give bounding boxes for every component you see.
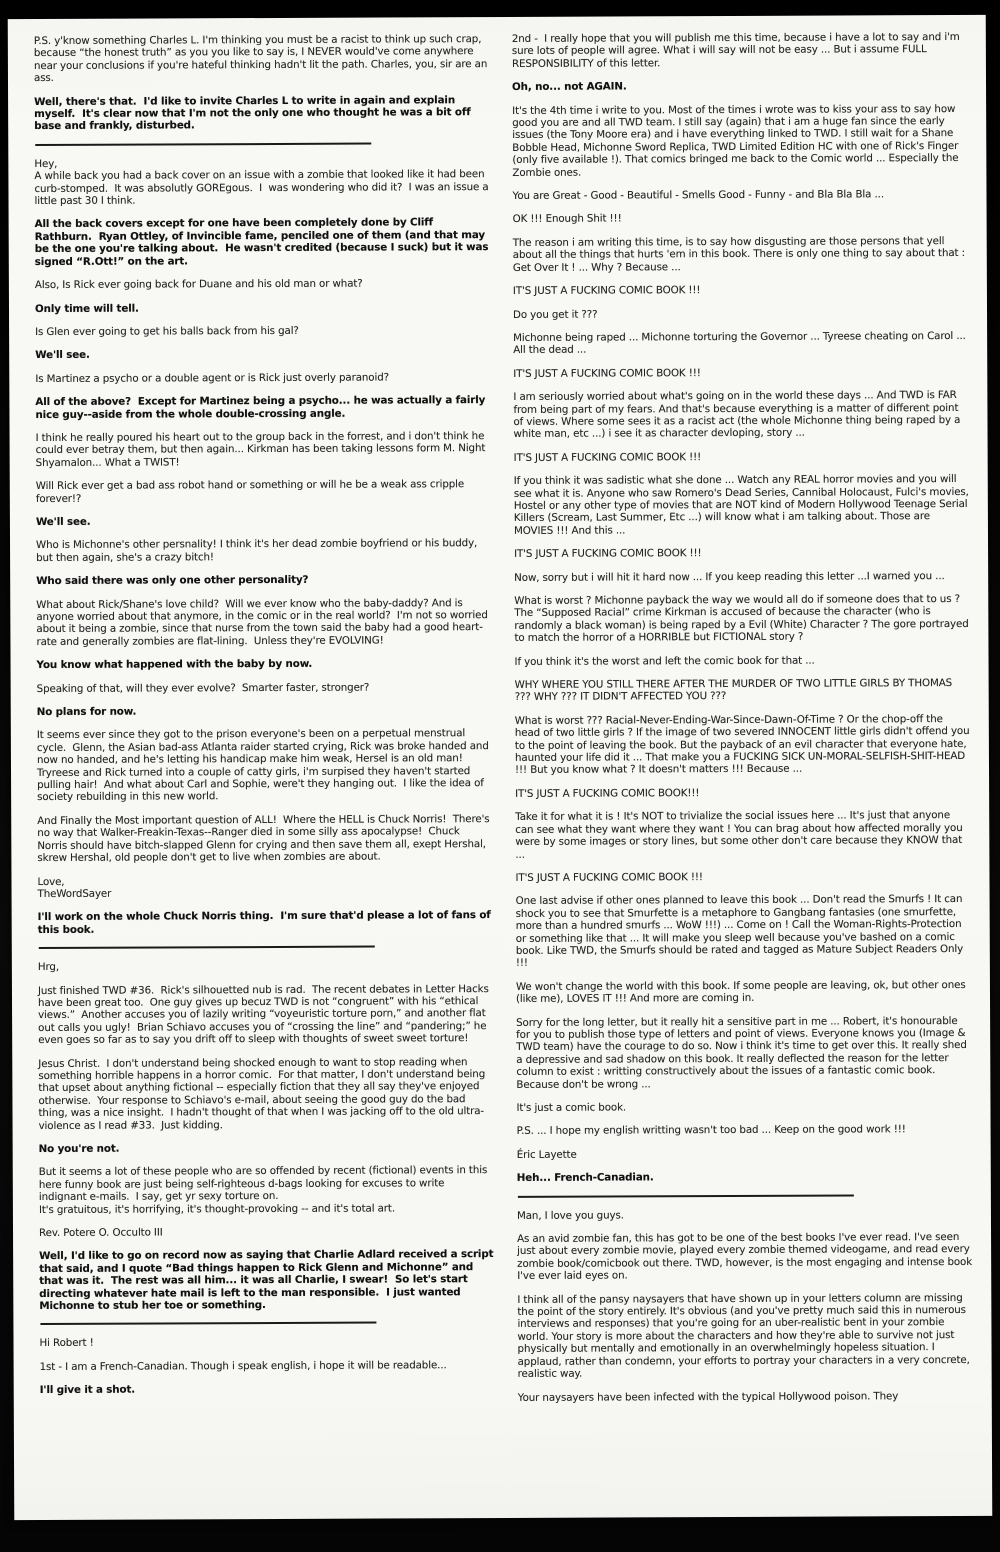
letter-paragraph: Speaking of that, will they ever evolve? Smarter faster, stronger? [36, 681, 370, 695]
letter-paragraph: IT'S JUST A FUCKING COMIC BOOK !!! [513, 450, 702, 464]
letter-paragraph: 1st - I am a French-Canadian. Though i speak english, i hope it will be readable... [39, 1359, 447, 1373]
letter-paragraph: If you think it was sadistic what she done ... Watch any REAL horror movies and you will see what it is. Anyone who saw Romero's Dead Series, Cannibal Holocaust, Fulci's movies, Hostel or any other type of movies that are NOT kind of Modern Hollywood Teenage Serial Killers (Scream, Last Summer, Etc ...) will know what i am talking about. Those are MOVIES !!! And this ... [513, 473, 972, 537]
letter-paragraph: Hi Robert ! [39, 1337, 94, 1350]
letter-paragraph: As an avid zombie fan, this has got to be one of the best books I've ever read. I've seen just about every zombie movie, played every zombie themed videogame, and read every zombie book/comicbook out there. TWD, however, is the most engaging and intense book I've ever laid eyes on. [517, 1231, 976, 1283]
letter-paragraph: Also, Is Rick ever going back for Duane and his old man or what? [34, 277, 363, 292]
editor-reply-paragraph: Oh, no... not AGAIN. [512, 80, 627, 94]
letter-paragraph: I think he really poured his heart out to the group back in the forrest, and i don't think he could ever betray them, but then again... Kirkman has been taking lessons form M. Night Shyamalon... What a TWIST! [35, 429, 489, 469]
letter-paragraph: One last advise if other ones planned to leave this book ... Don't read the Smurfs ! It can shock you to see that Smurfette is a metaphore to Gangbang fantasies (one smurfette, more than a hundred smurfs ... WoW !!!) ... Come on ! Call the Woman-Rights-Protection or something like that ... It will make you sleep well because you've bashed on a comic book. Like TWD, the Smurfs should be rated and tagged as Mature Subject Readers Only !!! [515, 893, 967, 970]
letter-paragraph: Sorry for the long letter, but it really hit a sensitive part in me ... Robert, it's honourable for you to publish those type of letters and point of views. Everyone knows you (Image & TWD team) have the courage to do so. Now i think it's time to get over this. It really shed a depressive and sad shadow on this book. It really deflected the reason for the letter column to exist : writting constructively about the issues of a fantastic comic book. Because don't be wrong ... [516, 1014, 970, 1091]
letter-paragraph: What about Rick/Shane's love child? Will we ever know who the baby-daddy? And is anyone worried about that anymore, in the comic or in the real world? I'm not so worried about it being a zombie, since that nurse from the town said the baby had a good heart-rate and generally zombies are flat-lining. Unless they're EVOLVING! [36, 596, 491, 648]
letter-paragraph: IT'S JUST A FUCKING COMIC BOOK!!! [515, 787, 700, 800]
letter-paragraph: P.S. y'know something Charles L. I'm thinking you must be a racist to think up such crap, because “the honest truth” as you you like to say is, I NEVER would've come anywhere near your conclusions if you're hateful thinking hadn't lit the path. Charles, you, sir are an ass. [33, 33, 491, 85]
editor-reply-paragraph: I'll give it a shot. [39, 1383, 136, 1397]
letter-paragraph: I am seriously worried about what's going on in the world these days ... And TWD is FAR from being part of my fears. And that's because everything is a matter of different point of views. Where some sees it as a racist act (the whole Michonne thing being raped by a white man, etc ...) i see it as character devloping, story ... [513, 389, 964, 441]
letter-paragraph: Is Martinez a psycho or a double agent or is Rick just overly paranoid? [35, 371, 390, 385]
letter-paragraph: What is worst ??? Racial-Never-Ending-War-Since-Dawn-Of-Time ? Or the chop-off the head of two little girls ? If the image of two severed INNOCENT little girls didn't offend you to the point of leaving the book. But the payback of an evil character that everyone hate, haunted your life did it ... That make you a FUCKING SICK UN-MORAL-SELFISH-SHIT-HEAD !!! But you know what ? It doesn't matters !!! Because ... [514, 712, 973, 777]
editor-reply-paragraph: No you're not. [38, 1142, 120, 1156]
letter-paragraph: WHY WHERE YOU STILL THERE AFTER THE MURDER OF TWO LITTLE GIRLS BY THOMAS ??? WHY ??? IT DIDN'T AFFECTED YOU ??? [514, 677, 956, 704]
editor-reply-paragraph: I'll work on the whole Chuck Norris thing. I'm sure that'd please a lot of fans of this book. [37, 909, 495, 936]
letter-paragraph: It's just a comic book. [516, 1101, 627, 1114]
letter-paragraph: Love, TheWordSayer [37, 875, 112, 900]
editor-reply-paragraph: All the back covers except for one have been completely done by Cliff Rathburn. Ryan Ottley, of Invincible fame, penciled one of them (and that may be the one you're talking about. He wasn't credited (because I suck) but it was signed “R.Ott!” on the art. [34, 216, 492, 268]
letter-paragraph: I think all of the pansy naysayers that have shown up in your letters column are missing the point of the story entirely. It's obvious (and you've pretty much said this in numerous interviews and responses) that you're going for an uber-realistic bent in your zombie world. Your story is more about the characters and how they're able to survive not just physically but mentally and emotionally in an overwhelmingly hopeless situation. I applaud, rather than condemn, your efforts to portray your characters in a very concrete, realistic way. [517, 1291, 973, 1381]
letter-paragraph: Is Glen ever going to get his balls back from his gal? [35, 324, 299, 338]
section-divider [40, 1322, 376, 1325]
letter-paragraph: And Finally the Most important question of ALL! Where the HELL is Chuck Norris! There's no way that Walker-Freakin-Texas--Ranger died in some silly ass apocalypse! Chuck Norris should have bitch-slapped Glenn for crying and then save them all, exept Hershal, skrew Hershal, old people don't get to live when zombies are about. [37, 812, 493, 865]
letter-paragraph: Now, sorry but i will hit it hard now ... If you keep reading this letter ...I warned you ... [514, 569, 945, 584]
scanned-letters-page [8, 15, 993, 1520]
letter-paragraph: P.S. ... I hope my english writting wasn't too bad ... Keep on the good work !!! [516, 1123, 906, 1138]
letter-paragraph: Hrg, [37, 961, 60, 974]
letter-paragraph: The reason i am writing this time, is to say how disgusting are those persons that yell about all the things that hurts 'em in this book. There is only one thing to say about that : Get Over It ! ... Why ? Because ... [512, 234, 969, 274]
letter-paragraph: But it seems a lot of these people who are so offended by recent (fictional) events in this here funny book are just being self-righteous d-bags looking for excuses to write indignant e-mails. I say, get yr sexy torture on. It's gratuitous, it's horrifying, it's thought-provoking -- and it's total art. [38, 1164, 491, 1216]
letter-paragraph: IT'S JUST A FUCKING COMIC BOOK !!! [512, 284, 701, 298]
editor-reply-paragraph: Only time will tell. [34, 302, 139, 315]
letter-paragraph: Man, I love you guys. [516, 1209, 624, 1222]
letter-paragraph: It seems ever since they got to the prison everyone's been on a perpetual menstrual cycle. Glenn, the Asian bad-ass Atlanta raider started crying, Rick was broke handed and now no handed, and he's letting his handicap make him weak, Hersel is an old man! Tryreese and Rick turned into a couple of catty girls, i'm surpised they haven't started pulling hair! And what about Carl and Sophie, were't they hanging out. I like the idea of society rebuilding in this new world. [36, 727, 492, 804]
editor-reply-paragraph: Who said there was only one other personality? [36, 574, 309, 588]
editor-reply-paragraph: We'll see. [35, 349, 90, 362]
letter-paragraph: Hey, A while back you had a back cover on an issue with a zombie that looked like it had been curb-stomped. It was absolutly GOREgous. I was wondering who did it? I was an issue a little past 30 I think. [34, 157, 492, 208]
letter-paragraph: We won't change the world with this book. If some people are leaving, ok, but other ones (like me), LOVES IT !!! And more are coming in. [515, 978, 969, 1006]
editor-reply-paragraph: We'll see. [35, 515, 91, 528]
editor-reply-paragraph: All of the above? Except for Martinez being a psycho... he was actually a fairly nice guy--aside from the whole double-crossing angle. [35, 394, 489, 421]
letter-paragraph: If you think it's the worst and left the comic book for that ... [514, 654, 815, 668]
letter-paragraph: Do you get it ??? [512, 308, 598, 321]
letter-paragraph: IT'S JUST A FUCKING COMIC BOOK !!! [515, 871, 703, 884]
letter-paragraph: What is worst ? Michonne payback the way we would all do if someone does that to us ? The “Supposed Racial” crime Kirkman is accused of because the character (who is randomly a black woman) is being raped by a Evil (White) Character ? The gore portrayed to match the horror of a HORRIBLE but FICTIONAL story ? [514, 592, 972, 645]
letter-paragraph: Just finished TWD #36. Rick's silhouetted nub is rad. The recent debates in Letter Hacks have been great too. One guy gives up becuz TWD is not “congruent” with his “ethical views.” Another accuses you of lazily writing “voyeuristic torture porn,” and another flat out calls you ugly! Brian Schiavo accuses you of “crossing the line” and “pandering;” he even goes so far as to say you drift off to sleep with thoughts of sweet sweet torture! [37, 982, 492, 1047]
letters-column-right [511, 30, 976, 1415]
section-divider [35, 142, 371, 145]
editor-reply-paragraph: Well, I'd like to go on record now as saying that Charlie Adlard received a script that said, and I quote “Bad things happen to Rick Glenn and Michonne” and that was it. The rest was all him... it was all Charlie, I swear! So let's start directing whatever hate mail is left to the man responsible. I just wanted Michonne to stub her toe or something. [39, 1248, 497, 1313]
editor-reply-paragraph: No plans for now. [36, 705, 137, 719]
letters-page-content [8, 15, 992, 1417]
editor-reply-paragraph: Well, there's that. I'd like to invite Charles L to write in again and explain myself. It's clear now that I'm not the only one who thought he was a bit off base and frankly, disturbed. [34, 93, 475, 133]
letters-column-left [34, 33, 495, 1417]
letter-paragraph: You are Great - Good - Beautiful - Smells Good - Funny - and Bla Bla Bla ... [512, 188, 884, 203]
letter-paragraph: OK !!! Enough Shit !!! [512, 212, 622, 226]
letter-paragraph: Éric Layette [516, 1148, 577, 1161]
letter-paragraph: Who is Michonne's other persnality! I think it's her dead zombie boyfriend or his buddy, but then again, she's a crazy bitch! [36, 537, 481, 564]
letter-paragraph: Michonne being raped ... Michonne torturing the Governor ... Tyreese cheating on Carol ... All the dead ... [513, 329, 969, 357]
letter-paragraph: Rev. Potere O. Occulto III [39, 1226, 163, 1240]
letter-paragraph: Take it for what it is ! It's NOT to trivialize the social issues here ... It's just that anyone can see what they want where they want ! You can brag about how affected morally you were by some images or story lines, but some other don't care because they KNOW that ... [515, 809, 966, 861]
letter-paragraph: Your naysayers have been infected with the typical Hollywood poison. They [517, 1389, 899, 1404]
editor-reply-paragraph: You know what happened with the baby by now. [36, 658, 313, 672]
letter-paragraph: 2nd - I really hope that you will publish me this time, because i have a lot to say and i'm sure lots of people will agree. What i will say will not be easy ... But i assume FULL RESPONSIBILITY of this letter. [511, 30, 963, 70]
letter-paragraph: It's the 4th time i write to you. Most of the times i wrote was to kiss your ass to say how good you are and all TWD team. I still say (again) that i am a huge fan since the early issues (the Tony Moore era) and i have everything linked to TWD. I still wait for a Shane Bobble Head, Michonne Sword Replica, TWD Limited Edition HC with one of Rick's Finger (only five available !). That comics bringed me back to the Comic world ... Especially the Zombie ones. [512, 102, 962, 179]
letter-paragraph: IT'S JUST A FUCKING COMIC BOOK !!! [514, 547, 702, 561]
letter-paragraph: Jesus Christ. I don't understand being shocked enough to want to stop reading when something horrible happens in a horror comic. For that matter, I don't understand being that upset about anything fictional -- especially fiction that they all say they've enjoyed otherwise. Your response to Schiavo's e-mail, about seeing the good guy do the bad thing, was a nice insight. I hadn't thought of that when I was jacking off to the old ultra-violence as I read #33. Just kidding. [38, 1055, 489, 1132]
letter-paragraph: Will Rick ever get a bad ass robot hand or something or will he be a weak ass cripple forever!? [35, 478, 468, 505]
editor-reply-paragraph: Heh... French-Canadian. [516, 1171, 654, 1185]
section-divider [518, 1194, 854, 1197]
section-divider [39, 946, 375, 949]
letter-paragraph: IT'S JUST A FUCKING COMIC BOOK !!! [513, 366, 701, 380]
